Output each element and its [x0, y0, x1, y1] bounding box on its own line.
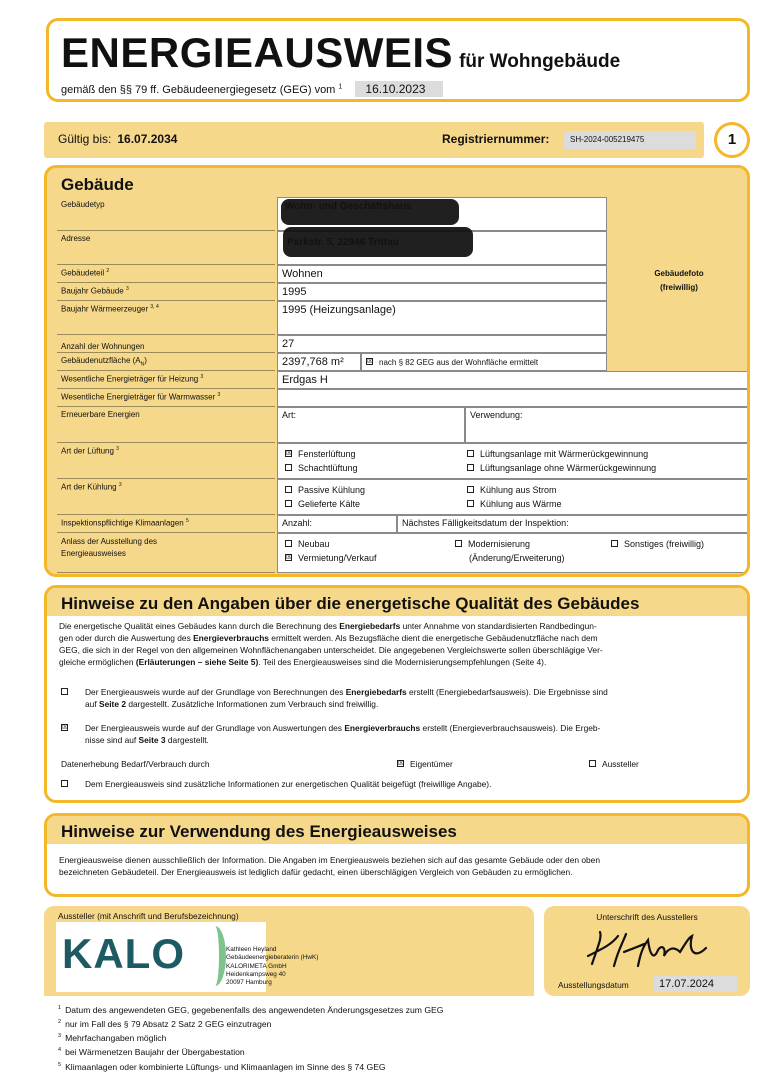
opt-other[interactable]: Sonstiges (freiwillig) — [611, 539, 704, 549]
signature-scribble — [584, 926, 714, 974]
checkbox-floor-area-checked[interactable]: ☒ — [367, 358, 374, 366]
usage-notes-section — [44, 813, 750, 897]
issuer-label: Aussteller (mit Anschrift und Berufsbezeichnung) — [58, 911, 239, 921]
valid-until-date: 16.07.2034 — [117, 132, 178, 146]
opt-modernization-detail: (Änderung/Erweiterung) — [469, 553, 565, 563]
label-hot-water-carrier: Wesentliche Energieträger für Warmwasser $^3$ — [57, 389, 275, 407]
checkbox[interactable] — [285, 500, 292, 507]
building-grid — [57, 197, 747, 575]
checkbox[interactable] — [61, 780, 68, 787]
building-title: Gebäude — [61, 175, 134, 194]
kalo-logo: KALO — [62, 930, 185, 977]
checkbox[interactable] — [61, 688, 68, 695]
opt-modernization[interactable]: Modernisierung — [455, 539, 530, 549]
opt-vent-heat-recovery[interactable]: Lüftungsanlage mit Wärmerückgewinnung — [467, 449, 648, 459]
registration-label: Registriernummer: — [442, 132, 550, 146]
checkbox[interactable] — [467, 486, 474, 493]
header-box — [46, 18, 750, 102]
floor-area-note: ☒ nach § 82 GEG aus der Wohnfläche ermittelt — [361, 353, 607, 371]
opt-cooling-heat[interactable]: Kühlung aus Wärme — [467, 499, 562, 509]
value-year-built: 1995 — [277, 283, 607, 301]
label-year-heater: Baujahr Wärmeerzeuger $^{3, 4}$ — [57, 301, 275, 335]
quality-notes-header — [47, 588, 747, 616]
label-apartments: Anzahl der Wohnungen — [57, 335, 275, 353]
checkbox[interactable] — [611, 540, 618, 547]
checkbox-checked[interactable]: ☒ — [286, 554, 293, 562]
option-demand-certificate[interactable]: Der Energieausweis wurde auf der Grundlage von Berechnungen des Energiebedarfs erstellt (Energiebedarfsausweis). Die Ergebnisse sind auf Seite 2 dargestellt. Zusätzliche Informationen zum Verbrauch sind freiwillig. — [61, 686, 741, 698]
label-ventilation: Art der Lüftung $^3$ — [57, 443, 275, 479]
option-extra-info[interactable]: Dem Energieausweis sind zusätzliche Informationen zur energetischen Qualität beigefügt (freiwillige Angabe). — [61, 778, 741, 790]
checkbox[interactable] — [467, 500, 474, 507]
law-text: gemäß den §§ 79 ff. Gebäudeenergiegesetz (GEG) vom — [61, 84, 336, 96]
valid-until — [58, 132, 177, 146]
value-building-part: Wohnen — [277, 265, 607, 283]
value-floor-area: 2397,768 m² — [277, 353, 361, 371]
checkbox-checked[interactable]: ☒ — [62, 724, 69, 732]
footnote-2: $^2$ nur im Fall des § 79 Absatz 2 Satz 2 GEG einzutragen — [58, 1019, 272, 1030]
valid-until-label: Gültig bis: — [58, 132, 112, 146]
checkbox[interactable] — [467, 450, 474, 457]
registration-number: SH-2024-005219475 — [564, 131, 696, 149]
opt-new-building[interactable]: Neubau — [285, 539, 330, 549]
renewables-usage: Verwendung: — [465, 407, 749, 443]
checkbox[interactable] — [455, 540, 462, 547]
checkbox[interactable] — [285, 540, 292, 547]
law-footnote-ref: 1 — [338, 83, 343, 91]
renewables-type: Art: — [277, 407, 465, 443]
title-main: ENERGIEAUSWEIS — [61, 29, 454, 76]
label-reason: Anlass der Ausstellung des Energieausweises — [57, 533, 275, 573]
issuer-card — [56, 922, 319, 992]
building-section — [44, 165, 750, 577]
ac-count: Anzahl: — [277, 515, 397, 533]
checkbox[interactable] — [467, 464, 474, 471]
data-collection-row — [61, 758, 741, 770]
label-year-built: Baujahr Gebäude $^3$ — [57, 283, 275, 301]
issuer-address: Kathleen Heyland Gebäudeenergieberaterin (HwK) KALORIMETA GmbH Heidenkampsweg 40 20097 Hamburg — [226, 946, 319, 987]
value-hot-water-carrier — [277, 389, 749, 407]
usage-notes-header — [47, 816, 747, 844]
opt-cooling-electric[interactable]: Kühlung aus Strom — [467, 485, 557, 495]
value-heating-carrier: Erdgas H — [277, 371, 749, 389]
usage-paragraph: Energieausweise dienen ausschließlich der Information. Die Angaben im Energieausweis beziehen sich auf das gesamte Gebäude oder den oben bezeichneten Gebäudeteil. Der Energieausweis ist lediglich dafür gedacht, einen überschlägigen Vergleich von Gebäuden zu ermöglichen. — [59, 855, 600, 877]
opt-vent-no-heat-recovery[interactable]: Lüftungsanlage ohne Wärmerückgewinnung — [467, 463, 656, 473]
checkbox[interactable] — [589, 760, 596, 767]
validity-bar — [44, 122, 704, 158]
logo-swoosh-icon — [204, 926, 226, 986]
building-photo-placeholder: Gebäudefoto (freiwillig) — [654, 269, 704, 292]
issue-date: 17.07.2024 — [654, 976, 738, 992]
quality-notes-title: Hinweise zu den Angaben über die energetische Qualität des Gebäudes — [61, 594, 640, 613]
opt-passive-cooling[interactable]: Passive Kühlung — [285, 485, 365, 495]
footnote-3: $^3$ Mehrfachangaben möglich — [58, 1033, 167, 1044]
opt-rent-sale[interactable]: ☒ Vermietung/Verkauf — [286, 553, 377, 563]
checkbox[interactable] — [285, 486, 292, 493]
footnotes — [58, 1002, 443, 1073]
label-renewables: Erneuerbare Energien — [57, 407, 275, 443]
label-address: Adresse — [57, 231, 275, 265]
quality-intro-paragraph: Die energetische Qualität eines Gebäudes kann durch die Berechnung des Energiebedarfs unter Annahme von standardisierten Randbedingun- gen oder durch die Auswertung des Energieverbrauchs ermittelt werden. Als Bezugsfläche dient die energetische Gebäudenutzfläche nach dem GEG, die sich in der Regel von den allgemeinen Wohnflächenangaben unterscheidet. Die angegebenen Vergleichswerte sollen überschlägige Ver- gleiche ermöglichen (Erläuterungen – siehe Seite 5). Teil des Energieausweises sind die Modernisierungsempfehlungen (Seite 4). — [59, 621, 603, 667]
title-sub: für Wohngebäude — [459, 51, 621, 72]
opt-issuer[interactable]: Aussteller — [589, 758, 639, 770]
checkbox[interactable] — [285, 464, 292, 471]
value-apartments: 27 — [277, 335, 607, 353]
issuer-panel — [44, 906, 534, 996]
footnote-5: $^5$ Klimaanlagen oder kombinierte Lüftungs- und Klimaanlagen im Sinne des § 74 GEG — [58, 1061, 386, 1072]
opt-delivered-cold[interactable]: Gelieferte Kälte — [285, 499, 360, 509]
signature-label: Unterschrift des Ausstellers — [596, 912, 698, 922]
checkbox-checked[interactable]: ☒ — [286, 450, 293, 458]
footnote-1: $^1$ Datum des angewendeten GEG, gegebenenfalls des angewendeten Änderungsgesetzes zum GEG — [58, 1004, 444, 1015]
usage-notes-title: Hinweise zur Verwendung des Energieausweises — [61, 822, 457, 841]
label-air-conditioning: Inspektionspflichtige Klimaanlagen $^5$ — [57, 515, 275, 533]
label-cooling: Art der Kühlung $^3$ — [57, 479, 275, 515]
signature-panel — [544, 906, 750, 996]
data-collection-label: Datenerhebung Bedarf/Verbrauch durch — [61, 759, 210, 769]
option-consumption-certificate[interactable]: ☒ Der Energieausweis wurde auf der Grundlage von Auswertungen des Energieverbrauchs erstellt (Energieverbrauchsausweis). Die Ergeb- nisse sind auf Seite 3 dargestellt. — [62, 723, 601, 745]
law-date: 16.10.2023 — [355, 81, 443, 97]
opt-window-ventilation[interactable]: ☒ Fensterlüftung — [286, 449, 356, 459]
label-floor-area: Gebäudenutzfläche $(A_N)$ — [57, 353, 275, 371]
opt-shaft-ventilation[interactable]: Schachtlüftung — [285, 463, 358, 473]
quality-notes-section — [44, 585, 750, 803]
opt-owner[interactable]: ☒ Eigentümer — [398, 759, 453, 769]
label-building-part: Gebäudeteil $^2$ — [57, 265, 275, 283]
footnote-4: $^4$ bei Wärmenetzen Baujahr der Übergabestation — [58, 1047, 245, 1058]
label-building-type: Gebäudetyp — [57, 197, 275, 231]
redaction-bar — [281, 199, 459, 225]
redaction-bar — [283, 227, 473, 257]
value-year-heater: 1995 (Heizungsanlage) — [277, 301, 607, 335]
checkbox-checked[interactable]: ☒ — [398, 760, 405, 768]
issue-date-label: Ausstellungsdatum — [558, 980, 629, 990]
page-number-badge: 1 — [714, 122, 750, 158]
law-reference — [61, 81, 443, 97]
document-title — [61, 29, 620, 77]
ac-next-inspection: Nächstes Fälligkeitsdatum der Inspektion: — [397, 515, 749, 533]
label-heating-carrier: Wesentliche Energieträger für Heizung $^3$ — [57, 371, 275, 389]
